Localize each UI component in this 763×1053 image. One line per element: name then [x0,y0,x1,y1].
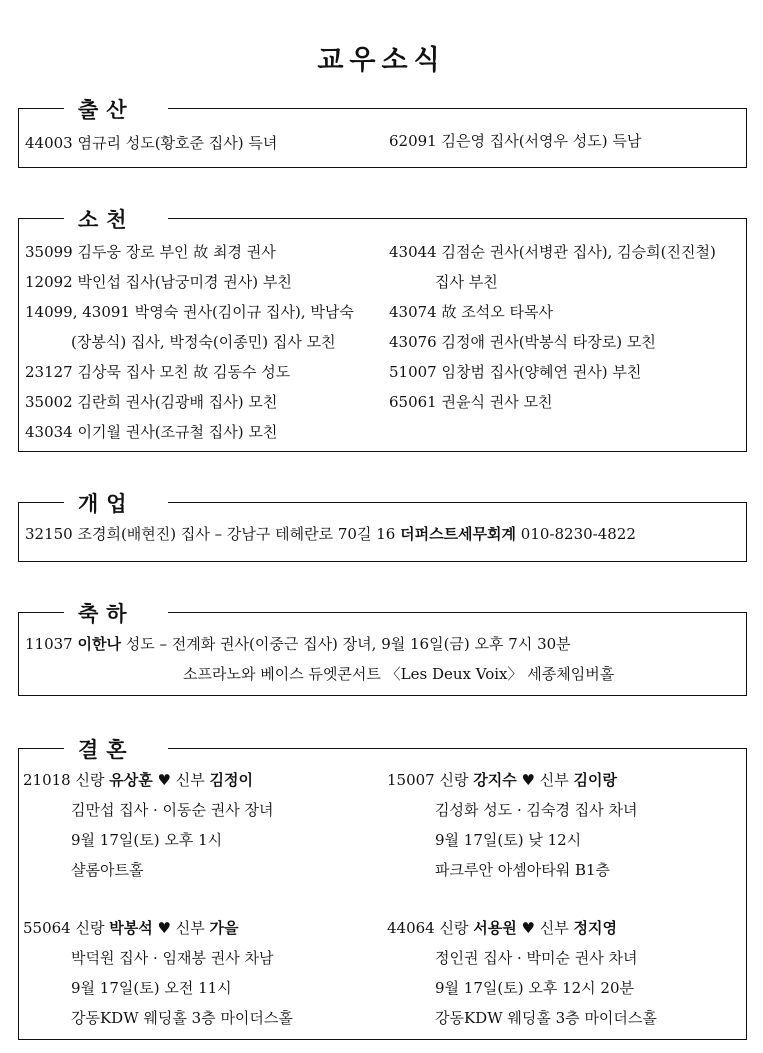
wedding-couple-0-parents: 김만섭 집사 · 이동순 권사 장녀 [71,801,274,819]
wedding-couple-3-parents: 정인권 집사 · 박미순 권사 차녀 [435,949,638,967]
groom-label: 신랑 [439,919,469,937]
wedding-couple-3-venue: 강동KDW 웨딩홀 3층 마이더스홀 [435,1009,657,1027]
bride-name: 김정이 [209,771,254,789]
wedding-couple-0-names [23,770,253,790]
groom-label: 신랑 [75,919,105,937]
section-heading-wedding: 결혼 [78,737,135,762]
section-heading-opening: 개업 [78,491,135,516]
wedding-couple-id: 44064 [387,919,435,937]
funeral-left-2: 14099, 43091 박영숙 권사(김이규 집사), 박남숙 [25,303,354,321]
section-box-congrats [18,614,747,696]
wedding-couple-2-venue: 강동KDW 웨딩홀 3층 마이더스홀 [71,1009,293,1027]
funeral-right-2: 43074 故 조석오 타목사 [389,303,553,321]
section-birth [18,96,747,168]
heart-icon: ♥ [157,771,171,789]
bride-name: 김이랑 [573,771,618,789]
opening-phone: 010-8230-4822 [516,525,636,543]
bride-label: 신부 [175,919,205,937]
wedding-couple-2-datetime: 9월 17일(토) 오전 11시 [71,979,232,997]
wedding-couple-3-names [387,918,617,938]
heart-icon: ♥ [521,771,535,789]
groom-name: 유상훈 [109,771,153,789]
opening-business-name: 더퍼스트세무회계 [400,525,517,543]
birth-right: 62091 김은영 집사(서영우 성도) 득남 [389,132,642,150]
groom-label: 신랑 [439,771,469,789]
wedding-couple-1-datetime: 9월 17일(토) 낮 12시 [435,831,582,849]
funeral-right-5: 65061 권윤식 권사 모친 [389,393,553,411]
funeral-right-3: 43076 김정애 권사(박봉식 타장로) 모친 [389,333,656,351]
groom-label: 신랑 [75,771,105,789]
section-heading-birth: 출산 [78,97,135,122]
section-funeral [18,206,747,452]
funeral-left-4: 23127 김상묵 집사 모친 故 김동수 성도 [25,363,291,381]
wedding-couple-1-venue: 파크루안 아셈아타워 B1층 [435,861,611,879]
congrats-detail: 성도 – 전계화 권사(이중근 집사) 장녀, 9월 16일(금) 오후 7시 30분 [120,635,571,653]
section-box-birth [18,110,747,168]
section-box-wedding [18,750,747,1040]
opening-prefix: 32150 조경희(배현진) 집사 – 강남구 테헤란로 70길 16 [25,525,401,543]
congrats-name: 이한나 [77,635,121,653]
section-congrats [18,600,747,696]
wedding-couple-3-datetime: 9월 17일(토) 오후 12시 20분 [435,979,635,997]
funeral-left-6: 43034 이기월 권사(조규철 집사) 모친 [25,423,278,441]
funeral-right-4: 51007 임창범 집사(양혜연 권사) 부친 [389,363,642,381]
wedding-couple-1-names [387,770,617,790]
section-opening [18,490,747,562]
funeral-left-3: (장봉식) 집사, 박정숙(이종민) 집사 모친 [71,333,336,351]
bride-name: 정지영 [573,919,618,937]
section-box-opening [18,504,747,562]
wedding-couple-2-parents: 박덕원 집사 · 임재봉 권사 차남 [71,949,274,967]
section-heading-funeral: 소천 [78,207,135,232]
section-wedding [18,736,747,1040]
page-title: 교우소식 [317,45,446,76]
bride-label: 신부 [539,919,569,937]
groom-name: 강지수 [473,771,517,789]
wedding-couple-id: 55064 [23,919,71,937]
groom-name: 박봉석 [109,919,153,937]
wedding-couple-id: 21018 [23,771,71,789]
birth-left: 44003 염규리 성도(황호준 집사) 득녀 [25,134,278,152]
wedding-couple-1-parents: 김성화 성도 · 김숙경 집사 차녀 [435,801,638,819]
groom-name: 서용원 [473,919,517,937]
wedding-couple-0-venue: 샬롬아트홀 [71,861,144,879]
heart-icon: ♥ [157,919,171,937]
funeral-left-0: 35099 김두웅 장로 부인 故 최경 권사 [25,243,276,261]
funeral-right-0: 43044 김점순 권사(서병관 집사), 김승희(진진철) [389,243,716,261]
congrats-id: 11037 [25,635,78,653]
bride-label: 신부 [175,771,205,789]
congrats-line-2: 소프라노와 베이스 듀엣콘서트 〈Les Deux Voix〉 세종체임버홀 [183,665,615,683]
bride-name: 가을 [209,919,239,937]
funeral-left-1: 12092 박인섭 집사(남궁미경 권사) 부친 [25,273,292,291]
opening-line [25,524,636,544]
heart-icon: ♥ [521,919,535,937]
funeral-left-5: 35002 김란희 권사(김광배 집사) 모친 [25,393,278,411]
section-box-funeral [18,220,747,452]
wedding-couple-id: 15007 [387,771,435,789]
bride-label: 신부 [539,771,569,789]
section-heading-congrats: 축하 [78,601,135,626]
wedding-couple-2-names [23,918,239,938]
wedding-couple-0-datetime: 9월 17일(토) 오후 1시 [71,831,223,849]
funeral-right-1: 집사 부친 [435,273,498,291]
congrats-line-1 [25,634,571,654]
